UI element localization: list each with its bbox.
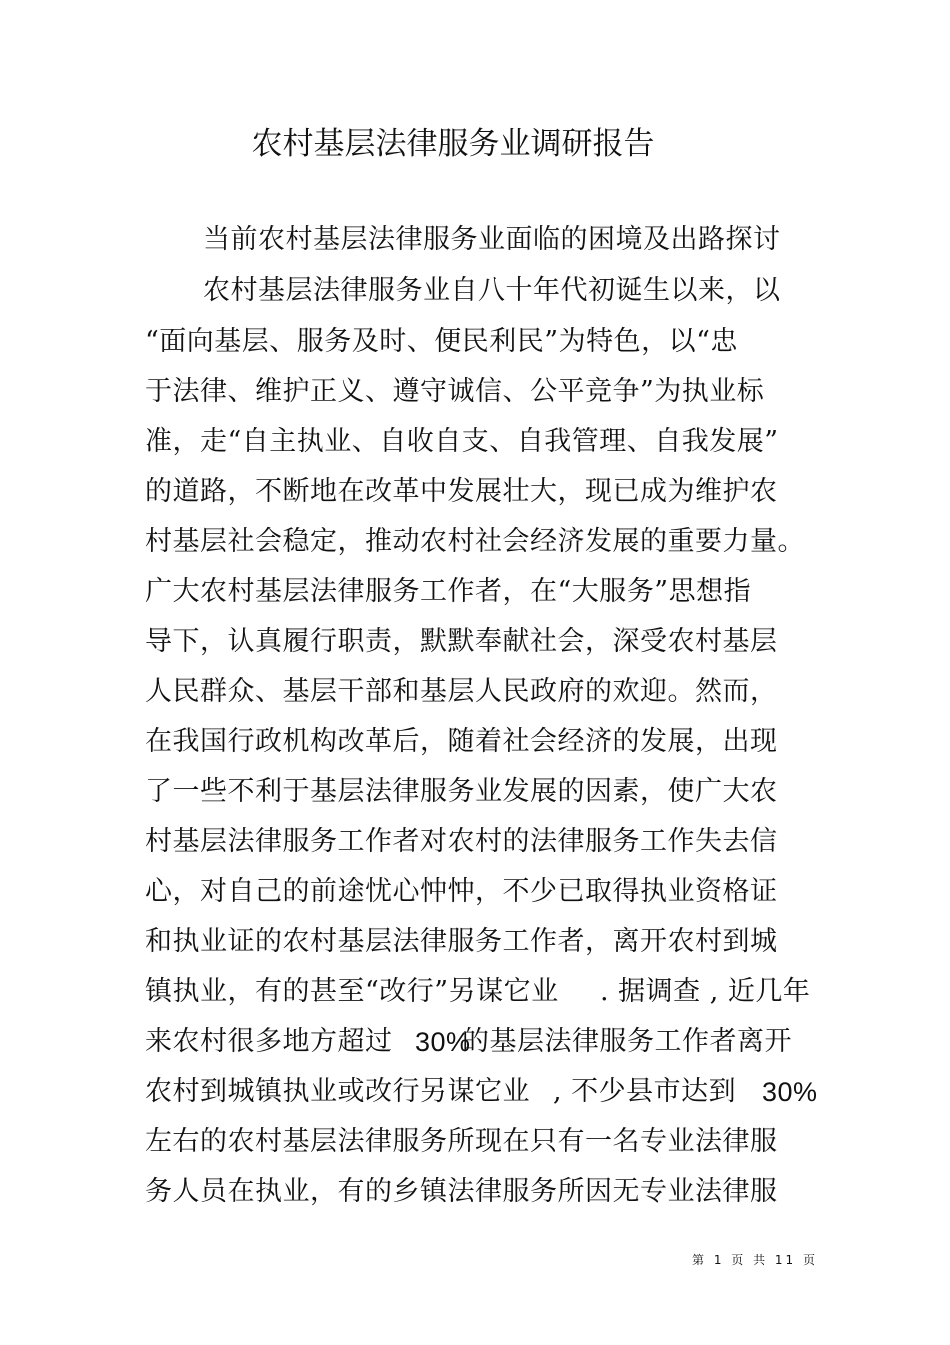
- paragraph-line-segment: . 据调查 , 近几年: [600, 976, 811, 1007]
- paragraph-line-segment: 来农村很多地方超过: [145, 1026, 393, 1057]
- paragraph-line: 农村基层法律服务业自八十年代初诞生以来，以: [203, 275, 781, 306]
- paragraph-line: 村基层法律服务工作者对农村的法律服务工作失去信: [145, 826, 778, 857]
- percentage-value: 30%: [415, 1027, 471, 1057]
- paragraph-line-segment: 镇执业，有的甚至“改行”另谋它业: [145, 976, 559, 1007]
- percentage-value: 30%: [762, 1077, 818, 1107]
- paragraph-line: 人民群众、基层干部和基层人民政府的欢迎。然而，: [145, 676, 778, 707]
- paragraph-line-segment: 农村到城镇执业或改行另谋它业: [145, 1076, 530, 1107]
- paragraph-line-segment: , 不少县市达到: [553, 1076, 737, 1107]
- paragraph-line: 心，对自己的前途忧心忡忡，不少已取得执业资格证: [145, 876, 778, 907]
- paragraph-line: 导下，认真履行职责，默默奉献社会，深受农村基层: [145, 626, 778, 657]
- paragraph-line: 了一些不利于基层法律服务业发展的因素，使广大农: [145, 776, 778, 807]
- paragraph-line: 准，走“自主执业、自收自支、自我管理、自我发展”: [145, 426, 779, 457]
- paragraph-line: 和执业证的农村基层法律服务工作者，离开农村到城: [145, 926, 778, 957]
- paragraph-line: 在我国行政机构改革后，随着社会经济的发展，出现: [145, 726, 778, 757]
- paragraph-line-segment: 的基层法律服务工作者离开: [462, 1026, 792, 1057]
- paragraph-line: 左右的农村基层法律服务所现在只有一名专业法律服: [145, 1126, 778, 1157]
- page-number: 第 1 页 共 11 页: [692, 1253, 818, 1267]
- document-title: 农村基层法律服务业调研报告: [251, 126, 655, 162]
- paragraph-line: 广大农村基层法律服务工作者，在“大服务”思想指: [145, 576, 752, 607]
- paragraph-line: 的道路，不断地在改革中发展壮大，现已成为维护农: [145, 476, 778, 507]
- document-subtitle: 当前农村基层法律服务业面临的困境及出路探讨: [203, 224, 781, 255]
- paragraph-line: 务人员在执业，有的乡镇法律服务所因无专业法律服: [145, 1176, 778, 1207]
- paragraph-line: 村基层社会稳定，推动农村社会经济发展的重要力量。: [145, 526, 805, 557]
- paragraph-line: 于法律、维护正义、遵守诚信、公平竞争”为执业标: [145, 376, 765, 407]
- paragraph-line: “面向基层、服务及时、便民利民”为特色，以“忠: [145, 326, 738, 357]
